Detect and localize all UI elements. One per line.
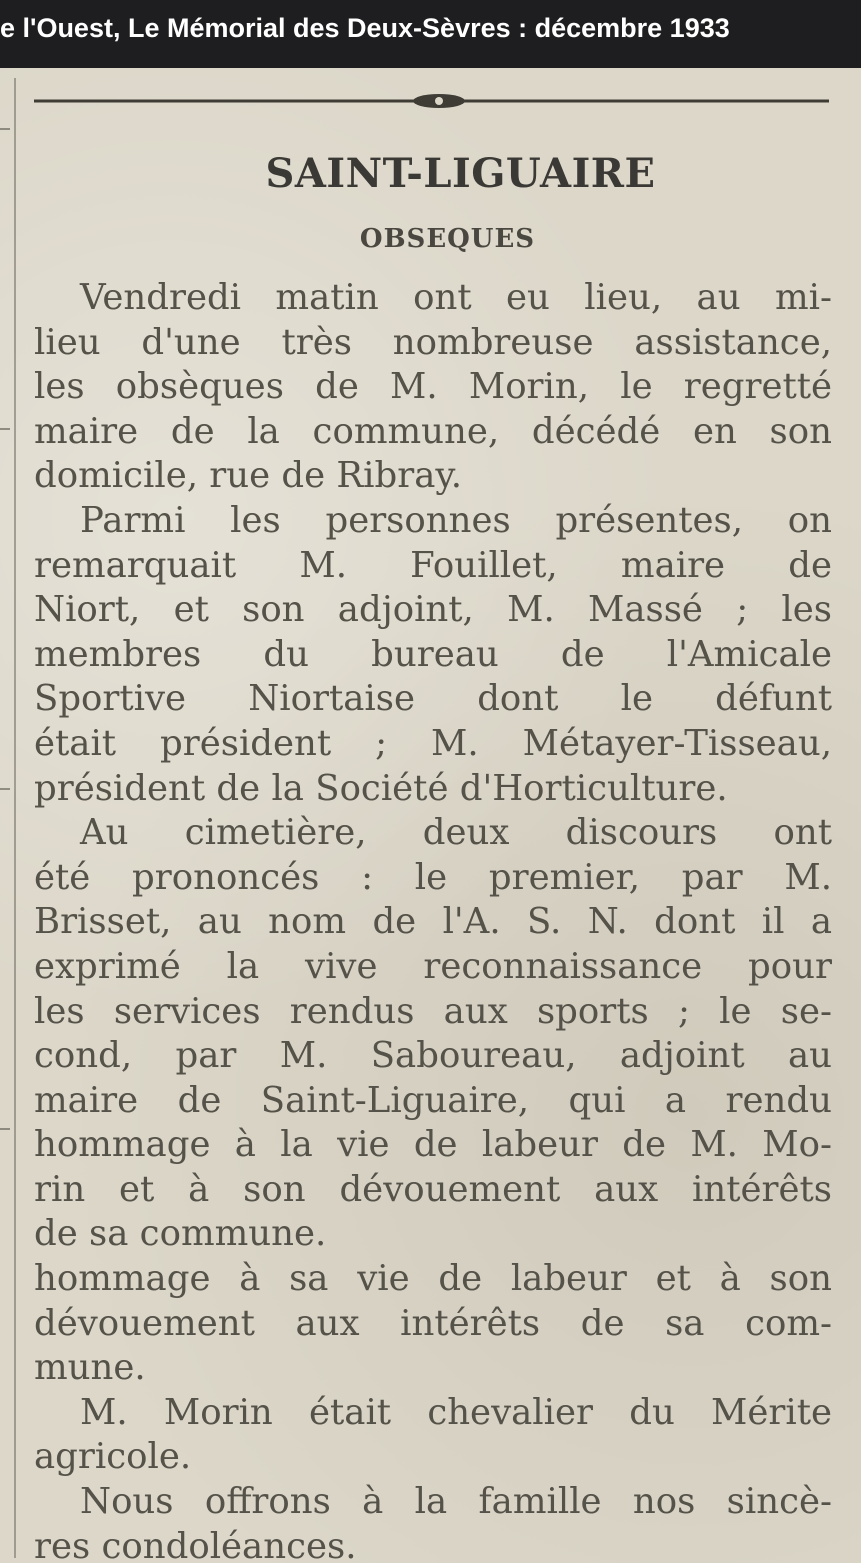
text-line: membres du bureau de l'Amicale — [34, 633, 832, 675]
text-line: Vendredi matin ont eu lieu, au mi- — [80, 277, 832, 318]
text-line: exprimé la vive reconnaissance pour — [34, 945, 832, 987]
text-line: dévouement aux intérêts de sa com- — [34, 1302, 832, 1344]
text-line: res condoléances. — [34, 1525, 357, 1563]
text-line: Parmi les personnes présentes, on — [80, 499, 832, 541]
text-line: Au cimetière, deux discours ont — [80, 812, 832, 854]
text-line: maire de la commune, décédé en son — [34, 410, 832, 452]
text-line: Nous offrons à la famille nos sincè- — [80, 1481, 832, 1523]
margin-tick — [0, 128, 10, 130]
margin-tick — [0, 788, 10, 790]
text-line: été prononcés : le premier, par M. — [34, 856, 832, 898]
column-rule — [14, 78, 16, 1558]
text-line: mune. — [34, 1347, 146, 1389]
text-line: Sportive Niortaise dont le défunt — [34, 678, 832, 720]
window-title: e l'Ouest, Le Mémorial des Deux-Sèvres : décembre 1933 — [0, 13, 730, 43]
text-line: Niort, et son adjoint, M. Massé ; les — [34, 589, 832, 631]
article-heading: SAINT-LIGUAIRE — [265, 150, 656, 197]
window-title-bar — [0, 0, 861, 68]
text-line: lieu d'une très nombreuse assistance, — [34, 321, 832, 363]
text-line: hommage à sa vie de labeur et à son — [34, 1258, 832, 1300]
article-body — [34, 276, 832, 1563]
text-line: les obsèques de M. Morin, le regretté — [34, 366, 832, 408]
text-line: Brisset, au nom de l'A. S. N. dont il a — [34, 901, 832, 943]
text-line: maire de Saint-Liguaire, qui a rendu — [34, 1079, 832, 1121]
text-line: hommage à la vie de labeur de M. Mo- — [34, 1124, 832, 1166]
ornamental-divider — [34, 90, 829, 110]
text-line: de sa commune. — [34, 1213, 327, 1255]
text-line: M. Morin était chevalier du Mérite — [80, 1391, 832, 1433]
text-line: remarquait M. Fouillet, maire de — [34, 544, 832, 586]
text-line: agricole. — [34, 1436, 192, 1478]
newspaper-scan — [0, 68, 861, 1563]
text-line: cond, par M. Saboureau, adjoint au — [34, 1035, 832, 1077]
text-line: les services rendus aux sports ; le se- — [34, 990, 832, 1032]
text-line: était président ; M. Métayer-Tisseau, — [34, 722, 832, 764]
text-line: domicile, rue de Ribray. — [34, 455, 462, 497]
text-line: président de la Société d'Horticulture. — [34, 767, 728, 809]
text-line: rin et à son dévouement aux intérêts — [34, 1168, 832, 1210]
article-subheading: OBSEQUES — [359, 224, 536, 254]
margin-tick — [0, 428, 10, 430]
margin-tick — [0, 1128, 10, 1130]
